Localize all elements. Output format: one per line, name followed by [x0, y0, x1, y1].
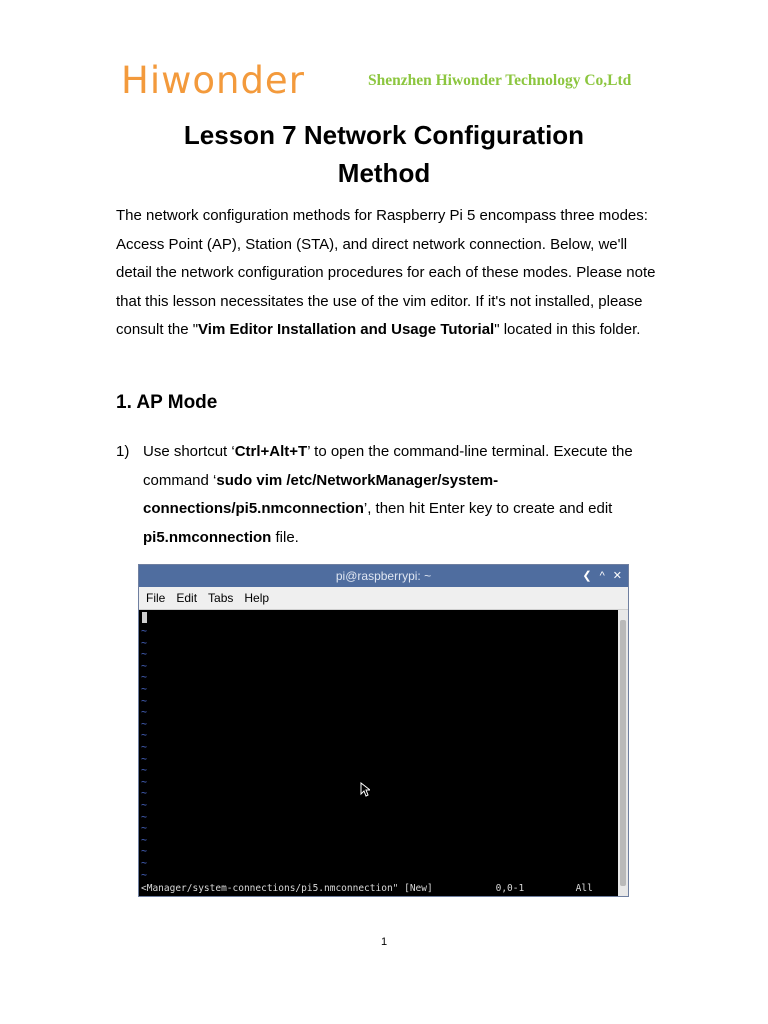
vim-tilde: ~: [141, 869, 148, 881]
menu-file[interactable]: File: [146, 591, 166, 605]
vim-tilde: ~: [141, 858, 148, 869]
vim-tilde: ~: [141, 823, 148, 835]
shortcut-keys: Ctrl+Alt+T: [234, 443, 308, 460]
step-text-part: file.: [271, 528, 299, 546]
close-icon[interactable]: ✕: [612, 570, 622, 582]
vim-tilde: ~: [141, 753, 148, 765]
chevron-down-icon[interactable]: ❮: [582, 570, 592, 582]
terminal-body[interactable]: [139, 610, 618, 896]
terminal-scrollbar[interactable]: [618, 610, 628, 896]
intro-bold-reference: Vim Editor Installation and Usage Tutorial: [198, 321, 495, 338]
step-text-part: ’, then hit Enter key to create and edit: [363, 500, 613, 517]
vim-tilde: ~: [141, 707, 148, 719]
vim-tilde: ~: [141, 776, 148, 788]
terminal-titlebar: pi@raspberrypi: ~: [139, 565, 628, 587]
hiwonder-logo: Hiwonder: [121, 59, 305, 102]
vim-tilde: ~: [141, 695, 148, 707]
file-name: pi5.nmconnection: [143, 528, 272, 546]
step-text-part: Use shortcut ‘: [143, 443, 235, 460]
menu-tabs[interactable]: Tabs: [208, 591, 234, 605]
vim-tilde: ~: [141, 730, 148, 742]
section-heading: 1. AP Mode: [116, 392, 218, 413]
terminal-menubar: [139, 587, 628, 610]
intro-paragraph: [116, 202, 656, 345]
vim-tilde: ~: [141, 626, 148, 637]
chevron-up-icon[interactable]: ^: [599, 570, 605, 582]
vim-status-line: <Manager/system-connections/pi5.nmconnection" [New] 0,0-1 All: [141, 883, 593, 894]
vim-tilde: ~: [141, 765, 148, 777]
window-controls: [574, 565, 622, 587]
vim-tilde: ~: [141, 834, 148, 846]
menu-help[interactable]: Help: [244, 591, 270, 605]
vim-tilde: ~: [141, 800, 148, 811]
vim-tilde: ~: [141, 846, 148, 858]
intro-text: The network configuration methods for Raspberry Pi 5 encompass three modes: Access Point (AP), Station (STA), and direct network connection. Below, we'll detail the network configuration procedures for each of these modes. Please note that this lesson necessitates the use of the vim editor. If it's not installed, please consult the ": [116, 207, 656, 338]
title-line-2: Method: [337, 158, 431, 188]
page-title: [0, 116, 768, 192]
command-text: sudo vim /etc/NetworkManager/system-connections/pi5.nmconnection: [143, 471, 499, 517]
vim-tilde: ~: [141, 672, 148, 684]
vim-tilde: ~: [141, 811, 148, 823]
step-text-part: ’ to open the command-line terminal. Execute the command ‘: [143, 443, 633, 489]
company-name: Shenzhen Hiwonder Technology Co,Ltd: [368, 72, 632, 89]
terminal-screenshot: [138, 564, 629, 897]
vim-tilde: ~: [141, 649, 148, 661]
vim-tilde: ~: [141, 788, 148, 800]
vim-tilde: ~: [141, 742, 148, 753]
page-number: 1: [380, 936, 388, 948]
intro-text-end: " located in this folder.: [494, 321, 641, 338]
step-number: 1): [116, 443, 130, 460]
mouse-pointer-icon: [360, 782, 370, 797]
menu-edit[interactable]: Edit: [176, 591, 198, 605]
vim-tilde: ~: [141, 660, 148, 672]
step-text: [143, 438, 663, 552]
title-line-1: Lesson 7 Network Configuration: [183, 120, 585, 150]
vim-tilde: ~: [141, 718, 148, 730]
vim-tilde: ~: [141, 684, 148, 695]
vim-tilde: ~: [141, 637, 148, 649]
text-cursor: [142, 612, 147, 623]
scrollbar-thumb[interactable]: [620, 620, 626, 886]
